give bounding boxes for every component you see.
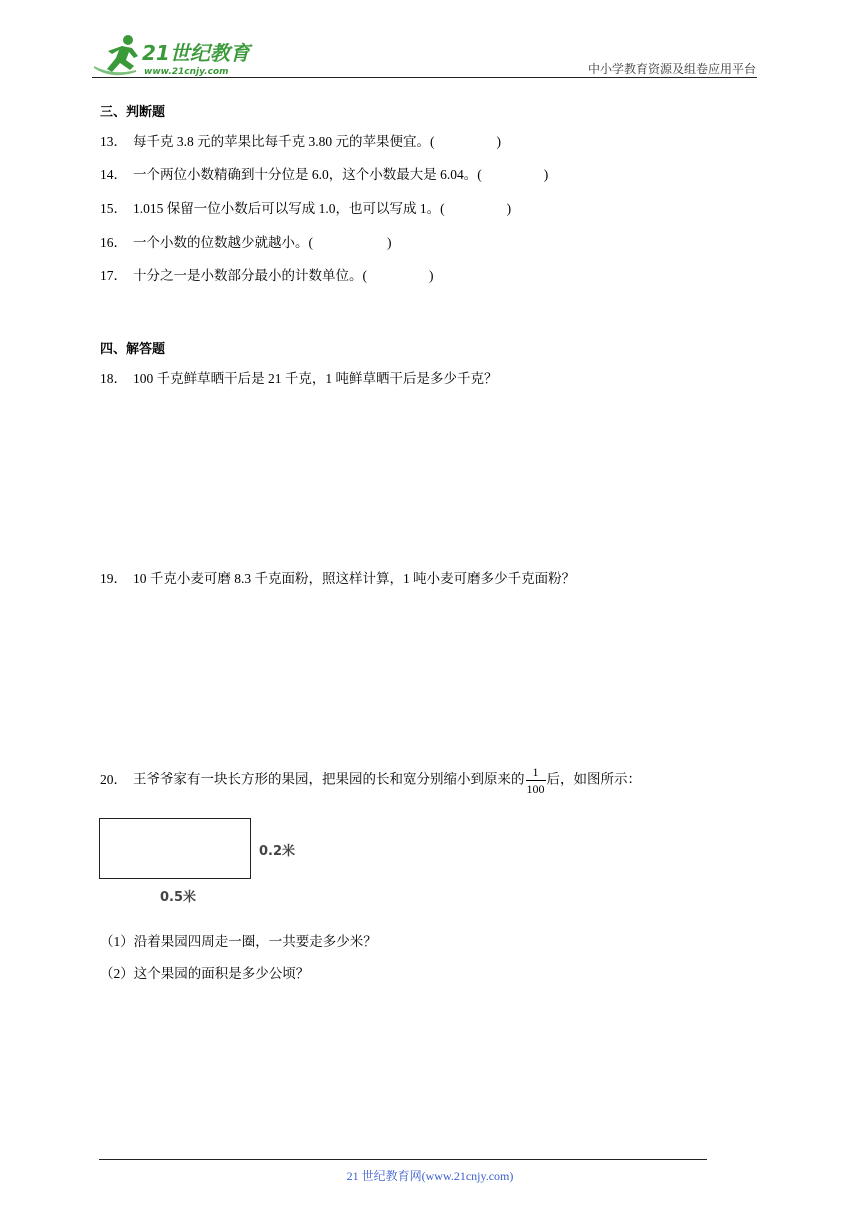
fraction-numerator: 1 — [526, 766, 546, 781]
question-text: 十分之一是小数部分最小的计数单位。( — [133, 268, 367, 283]
section-title-judgement: 三、判断题 — [100, 105, 166, 120]
question-number: 16． — [100, 235, 127, 250]
question-number: 19． — [100, 571, 127, 586]
footer-divider — [99, 1159, 707, 1160]
question-text: 一个两位小数精确到十分位是 6.0，这个小数最大是 6.04。( — [133, 167, 482, 182]
question-number: 17． — [100, 268, 127, 283]
section-title-solution: 四、解答题 — [100, 342, 166, 357]
question-text: 每千克 3.8 元的苹果比每千克 3.80 元的苹果便宜。( — [133, 134, 435, 149]
question-20-sub2: （2）这个果园的面积是多少公顷？ — [100, 966, 310, 981]
footer-link[interactable]: 21 世纪教育网(www.21cnjy.com) — [346, 1169, 514, 1183]
question-15 — [100, 197, 511, 217]
question-number: 14． — [100, 167, 127, 182]
question-text-after: 后，如图所示： — [546, 771, 641, 787]
question-13 — [100, 130, 501, 150]
site-logo — [92, 30, 262, 80]
answer-close-paren: ) — [387, 235, 392, 250]
question-14 — [100, 163, 548, 183]
question-text: 一个小数的位数越少就越小。( — [133, 235, 313, 250]
width-label: 0.2米 — [259, 844, 296, 859]
question-number: 20． — [100, 771, 127, 787]
question-18 — [100, 367, 498, 387]
question-number: 18． — [100, 371, 127, 386]
question-text: 10 千克小麦可磨 8.3 千克面粉，照这样计算，1 吨小麦可磨多少千克面粉？ — [133, 571, 576, 586]
fraction — [526, 766, 546, 795]
header-platform-text: 中小学教育资源及组卷应用平台 — [587, 62, 756, 76]
question-number: 15． — [100, 201, 127, 216]
logo-text: 21世纪教育 — [142, 41, 250, 65]
fraction-denominator: 100 — [526, 782, 545, 796]
question-20-sub1: （1）沿着果园四周走一圈，一共要走多少米？ — [100, 934, 377, 949]
question-text: 100 千克鲜草晒干后是 21 千克，1 吨鲜草晒干后是多少千克？ — [133, 371, 498, 386]
question-17 — [100, 264, 434, 284]
question-20 — [100, 766, 641, 795]
length-label: 0.5米 — [160, 890, 197, 905]
answer-close-paren: ) — [506, 201, 512, 216]
question-number: 13． — [100, 134, 127, 149]
header-divider — [92, 77, 757, 78]
answer-close-paren: ) — [429, 268, 434, 283]
question-19 — [100, 567, 575, 587]
runner-icon — [94, 35, 138, 75]
answer-close-paren: ) — [543, 167, 549, 182]
logo-url: www.21cnjy.com — [144, 67, 229, 77]
orchard-rectangle-figure — [99, 818, 251, 879]
question-text: 1.015 保留一位小数后可以写成 1.0，也可以写成 1。( — [133, 201, 445, 216]
question-text: 王爷爷家有一块长方形的果园，把果园的长和宽分别缩小到原来的 — [133, 771, 525, 787]
question-16 — [100, 231, 392, 251]
answer-close-paren: ) — [496, 134, 501, 149]
